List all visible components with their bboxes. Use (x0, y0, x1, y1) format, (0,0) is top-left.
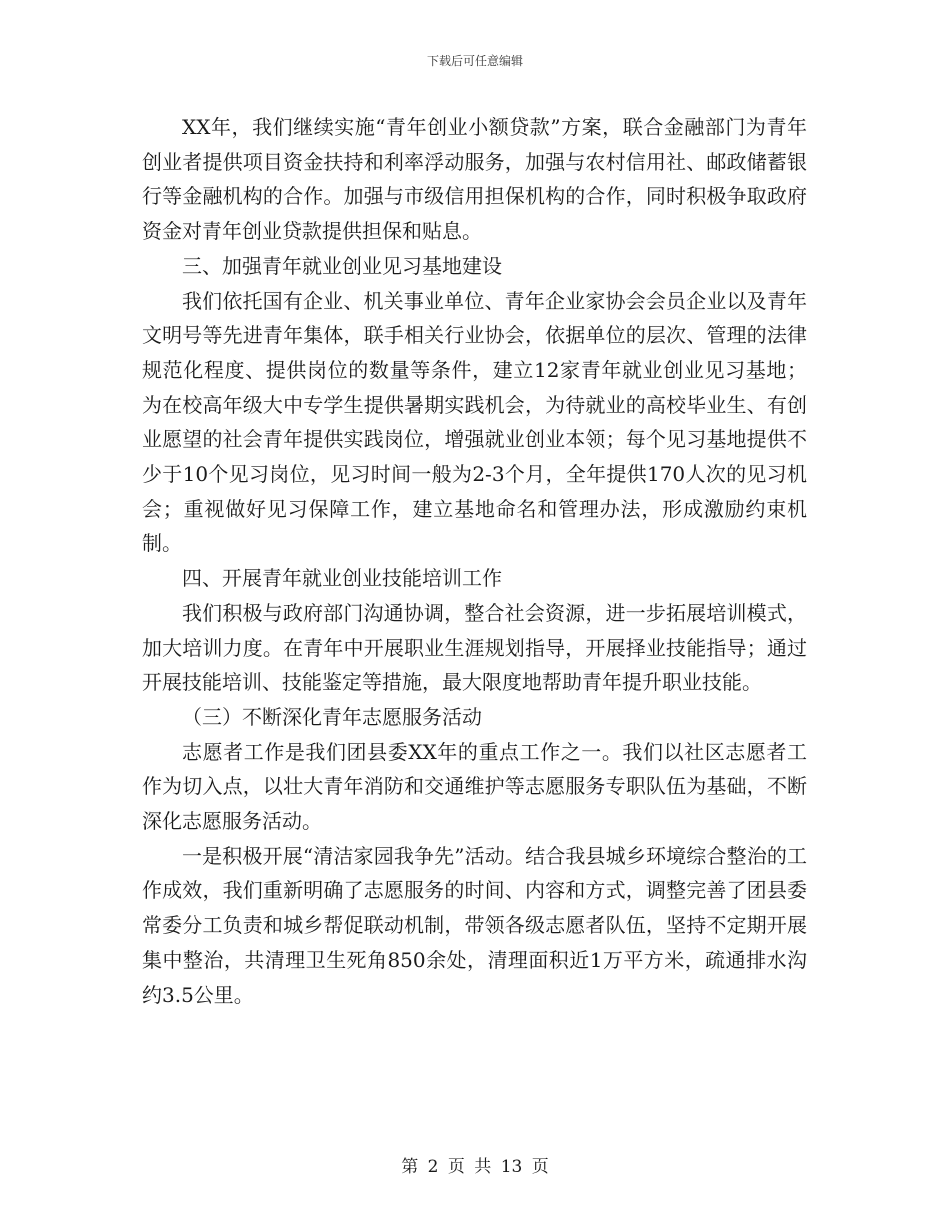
paragraph-loan-program: XX年，我们继续实施“青年创业小额贷款”方案，联合金融部门为青年创业者提供项目资金扶持和利率浮动服务，加强与农村信用社、邮政储蓄银行等金融机构的合作。加强与市级信用担保机构的合作，同时积极争取政府资金对青年创业贷款提供担保和贴息。 (142, 115, 807, 244)
paragraph-volunteer-work: 志愿者工作是我们团县委XX年的重点工作之一。我们以社区志愿者工作为切入点，以壮大青年消防和交通维护等志愿服务专职队伍为基础，不断深化志愿服务活动。 (142, 739, 807, 834)
paragraph-internship-base: 我们依托国有企业、机关事业单位、青年企业家协会会员企业以及青年文明号等先进青年集体，联手相关行业协会，依据单位的层次、管理的法律规范化程度、提供岗位的数量等条件，建立12家青年就业创业见习基地；为在校高年级大中专学生提供暑期实践机会，为待就业的高校毕业生、有创业愿望的社会青年提供实践岗位，增强就业创业本领；每个见习基地提供不少于10个见习岗位，见习时间一般为2-3个月，全年提供170人次的见习机会；重视做好见习保障工作，建立基地命名和管理办法，形成激励约束机制。 (142, 288, 807, 556)
document-body (142, 110, 807, 1012)
paragraph-clean-home-campaign: 一是积极开展“清洁家园我争先”活动。结合我县城乡环境综合整治的工作成效，我们重新明确了志愿服务的时间、内容和方式，调整完善了团县委常委分工负责和城乡帮促联动机制，带领各级志愿者队伍，坚持不定期开展集中整治，共清理卫生死角850余处，清理面积近1万平方米，疏通排水沟约3.5公里。 (142, 843, 807, 1007)
page-number-footer: 第 2 页 共 13 页 (401, 1157, 549, 1177)
section-heading-internship-base: 三、加强青年就业创业见习基地建设 (182, 253, 502, 278)
page-header-note: 下载后可任意编辑 (426, 54, 523, 68)
paragraph-skills-training: 我们积极与政府部门沟通协调，整合社会资源，进一步拓展培训模式，加大培训力度。在青年中开展职业生涯规划指导，开展择业技能指导；通过开展技能培训、技能鉴定等措施，最大限度地帮助青年提升职业技能。 (142, 600, 807, 695)
section-heading-skills-training: 四、开展青年就业创业技能培训工作 (182, 566, 502, 591)
section-heading-volunteer-service: （三）不断深化青年志愿服务活动 (182, 704, 482, 729)
